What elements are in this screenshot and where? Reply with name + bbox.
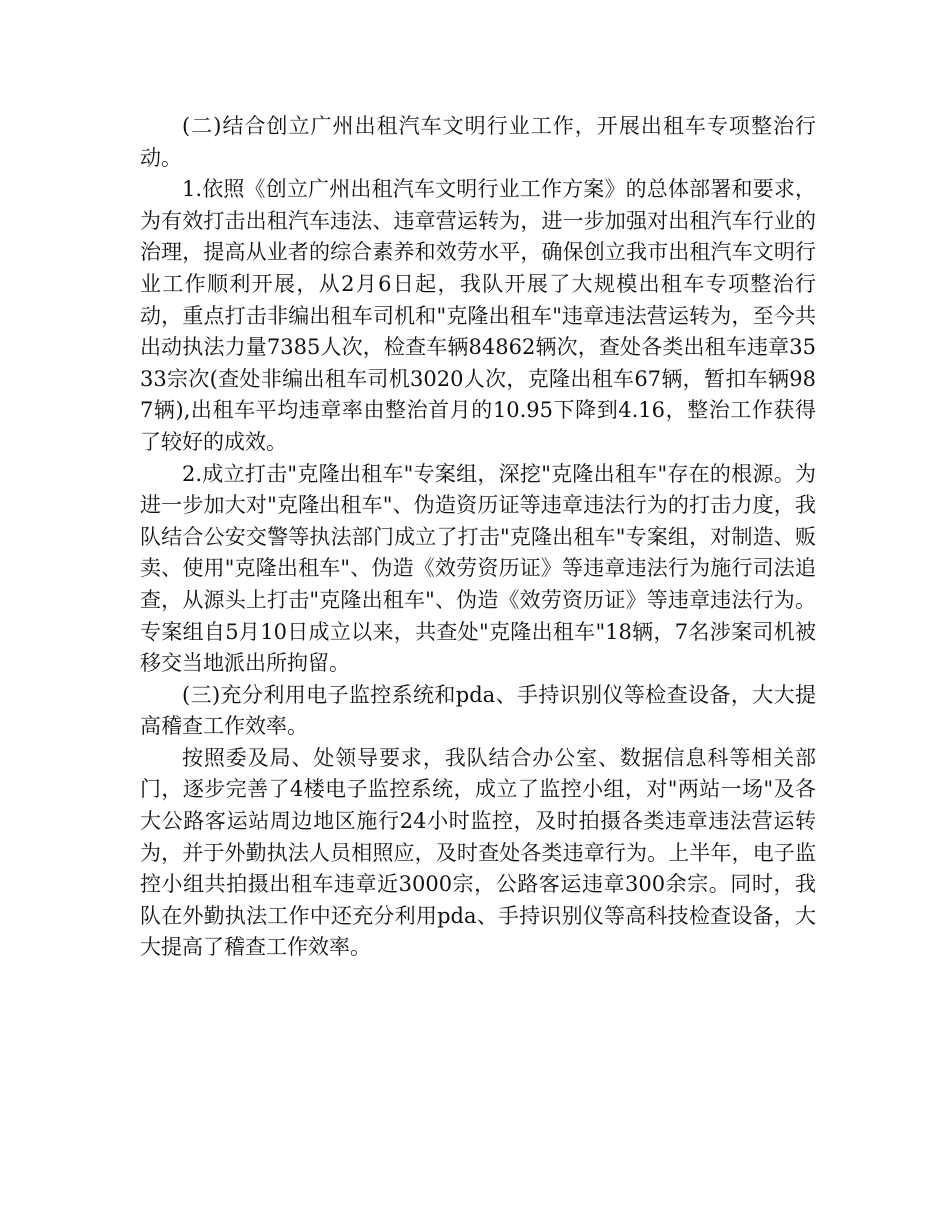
section-heading-3: (三)充分利用电子监控系统和pda、手持识别仪等检查设备，大大提高稽查工作效率。 (140, 682, 816, 739)
paragraph-item-1: 1.依照《创立广州出租汽车文明行业工作方案》的总体部署和要求，为有效打击出租汽车违法、违章营运转为，进一步加强对出租汽车行业的治理，提高从业者的综合素养和效劳水平，确保创立我市出租汽车文明行业工作顺利开展，从2月6日起，我队开展了大规模出租车专项整治行动，重点打击非编出租车司机和"克隆出租车"违章违法营运转为，至今共出动执法力量7385人次，检查车辆84862辆次，查处各类出租车违章3533宗次(查处非编出租车司机3020人次，克隆出租车67辆，暂扣车辆987辆),出租车平均违章率由整治首月的10.95下降到4.16，整治工作获得了较好的成效。 (140, 177, 816, 454)
paragraph-item-2: 2.成立打击"克隆出租车"专案组，深挖"克隆出租车"存在的根源。为进一步加大对"克隆出租车"、伪造资历证等违章违法行为的打击力度，我队结合公安交警等执法部门成立了打击"克隆出租车"专案组，对制造、贩卖、使用"克隆出租车"、伪造《效劳资历证》等违章违法行为施行司法追查，从源头上打击"克隆出租车"、伪造《效劳资历证》等违章违法行为。专案组自5月10日成立以来，共查处"克隆出租车"18辆，7名涉案司机被移交当地派出所拘留。 (140, 461, 816, 676)
document-body (140, 111, 816, 964)
section-heading-2: (二)结合创立广州出租汽车文明行业工作，开展出租车专项整治行动。 (140, 114, 816, 170)
paragraph-monitoring: 按照委及局、处领导要求，我队结合办公室、数据信息科等相关部门，逐步完善了4楼电子监控系统，成立了监控小组，对"两站一场"及各大公路客运站周边地区施行24小时监控，及时拍摄各类违章违法营运转为，并于外勤执法人员相照应，及时查处各类违章行为。上半年，电子监控小组共拍摄出租车违章近3000宗，公路客运违章300余宗。同时，我队在外勤执法工作中还充分利用pda、手持识别仪等高科技检查设备，大大提高了稽查工作效率。 (140, 745, 816, 960)
